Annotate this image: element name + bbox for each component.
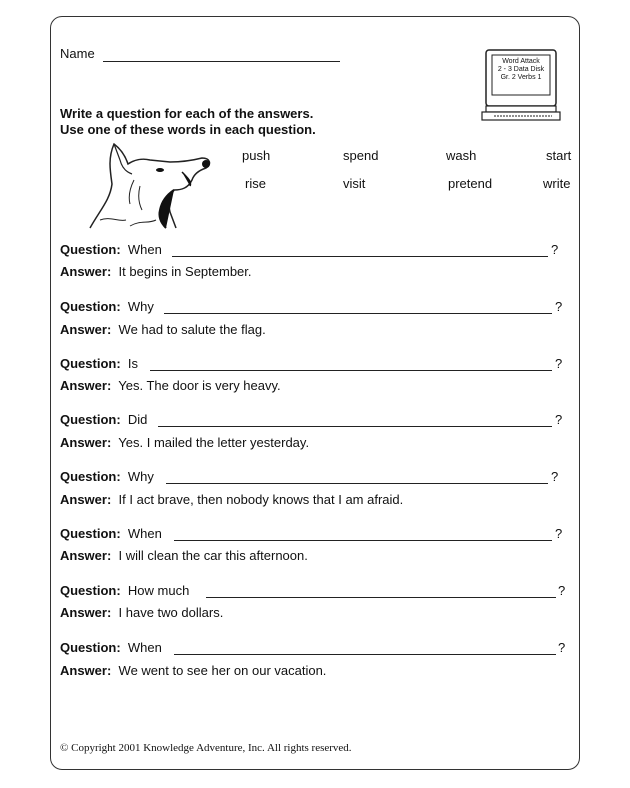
- answer-text: Yes. I mailed the letter yesterday.: [118, 435, 310, 450]
- word-start: start: [546, 148, 572, 163]
- question-starter: Is: [127, 356, 139, 371]
- question-row: [60, 412, 147, 427]
- answer-row: [60, 435, 309, 450]
- question-row: [60, 356, 138, 371]
- answer-label: Answer:: [60, 663, 112, 678]
- question-starter: When: [127, 242, 162, 257]
- badge-line-1: Word Attack: [502, 58, 540, 65]
- instructions: [60, 106, 316, 138]
- question-answer-line[interactable]: [166, 483, 548, 484]
- question-answer-line[interactable]: [158, 426, 552, 427]
- question-answer-line[interactable]: [150, 370, 552, 371]
- question-mark: ?: [558, 640, 566, 655]
- question-row: [60, 242, 162, 257]
- instructions-line-2: Use one of these words in each question.: [60, 122, 316, 137]
- question-starter: Why: [127, 299, 154, 314]
- question-answer-line[interactable]: [164, 313, 552, 314]
- badge-text: [492, 58, 550, 82]
- question-answer-line[interactable]: [206, 597, 556, 598]
- question-label: Question:: [60, 469, 121, 484]
- question-row: [60, 299, 154, 314]
- word-write: write: [543, 176, 571, 191]
- name-label: Name: [60, 46, 95, 61]
- question-label: Question:: [60, 640, 121, 655]
- question-mark: ?: [555, 299, 563, 314]
- answer-label: Answer:: [60, 264, 112, 279]
- question-starter: When: [127, 640, 162, 655]
- answer-text: We had to salute the flag.: [118, 322, 266, 337]
- question-mark: ?: [555, 412, 563, 427]
- answer-text: Yes. The door is very heavy.: [118, 378, 281, 393]
- answer-label: Answer:: [60, 548, 112, 563]
- word-spend: spend: [343, 148, 379, 163]
- answer-row: [60, 492, 403, 507]
- question-mark: ?: [551, 242, 559, 257]
- wolf-illustration: [70, 140, 220, 232]
- question-row: [60, 469, 154, 484]
- answer-label: Answer:: [60, 322, 112, 337]
- word-push: push: [242, 148, 271, 163]
- question-starter: Why: [127, 469, 154, 484]
- answer-text: I will clean the car this afternoon.: [118, 548, 308, 563]
- question-starter: Did: [127, 412, 148, 427]
- question-mark: ?: [555, 526, 563, 541]
- question-label: Question:: [60, 299, 121, 314]
- question-starter: How much: [127, 583, 190, 598]
- answer-row: [60, 663, 326, 678]
- copyright-text: © Copyright 2001 Knowledge Adventure, Inc. All rights reserved.: [60, 742, 352, 754]
- answer-text: I have two dollars.: [118, 605, 224, 620]
- answer-text: If I act brave, then nobody knows that I am afraid.: [118, 492, 404, 507]
- question-label: Question:: [60, 356, 121, 371]
- question-starter: When: [127, 526, 162, 541]
- answer-label: Answer:: [60, 435, 112, 450]
- question-row: [60, 526, 162, 541]
- answer-row: [60, 264, 252, 279]
- answer-label: Answer:: [60, 378, 112, 393]
- word-wash: wash: [446, 148, 477, 163]
- answer-row: [60, 548, 308, 563]
- answer-row: [60, 322, 266, 337]
- instructions-line-1: Write a question for each of the answers.: [60, 106, 314, 121]
- question-answer-line[interactable]: [174, 540, 552, 541]
- question-mark: ?: [558, 583, 566, 598]
- answer-text: We went to see her on our vacation.: [118, 663, 327, 678]
- answer-row: [60, 378, 281, 393]
- question-label: Question:: [60, 583, 121, 598]
- word-rise: rise: [245, 176, 266, 191]
- name-line: [103, 61, 340, 62]
- question-label: Question:: [60, 526, 121, 541]
- answer-text: It begins in September.: [118, 264, 252, 279]
- answer-label: Answer:: [60, 492, 112, 507]
- word-visit: visit: [343, 176, 366, 191]
- question-row: [60, 640, 162, 655]
- question-answer-line[interactable]: [174, 654, 556, 655]
- question-answer-line[interactable]: [172, 256, 548, 257]
- question-label: Question:: [60, 412, 121, 427]
- question-label: Question:: [60, 242, 121, 257]
- question-row: [60, 583, 189, 598]
- answer-label: Answer:: [60, 605, 112, 620]
- answer-row: [60, 605, 223, 620]
- badge-line-2: 2 - 3 Data Disk: [497, 66, 545, 73]
- badge-line-3: Gr. 2 Verbs 1: [500, 74, 542, 81]
- question-mark: ?: [551, 469, 559, 484]
- word-pretend: pretend: [448, 176, 493, 191]
- question-mark: ?: [555, 356, 563, 371]
